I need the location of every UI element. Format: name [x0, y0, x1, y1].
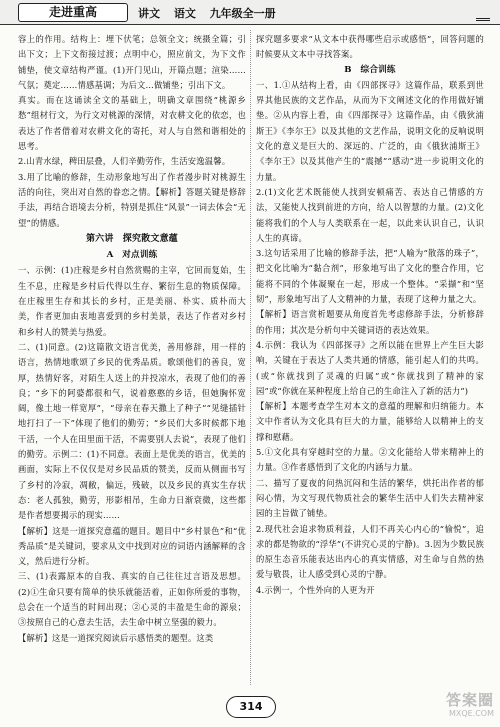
- subsection-title-b: B 综合训练: [344, 64, 396, 75]
- right-paragraph: 【解析】语言赏析题要从角度首先考虑修辞手法，分析修辞的作用；其次是分析句中关键词语的表达效果。: [256, 309, 484, 335]
- left-paragraph: 3.用了比喻的修辞，生动形象地写出了作者漫步时对桃源生活的向往，突出对自然的眷恋之情。【解析】答题关键是修辞手法，再结合语境去分析，特别是抓住“风景”一词去体会“无望”的情感。: [18, 171, 246, 228]
- page-footer: [0, 692, 500, 722]
- left-paragraph: 三、(1)表露原本的自我、真实的自己往往过言语及思想。(2)①生命只要有简单的快乐就能活着，正如你所爱的事物，总会在一个适当的时间出现；②心灵的丰盈是生命的源泉；③按照自己的心意去生活，去生命中树立坚强的毅力。: [18, 571, 246, 628]
- header-label-subject: 语文: [173, 7, 196, 20]
- brand-badge: 走进重高: [18, 3, 128, 22]
- header-decoration: [476, 8, 490, 21]
- right-paragraph: 2.(1)文化艺术既能使人找到安顿痛苦、表达自己情感的方法，又能使人找到前进的方向，给人以智慧的力量。(2)文化能将我们的个人与人类联系在一起，以此来认识自己，认识人生的真谛。: [256, 186, 484, 243]
- right-paragraph: 二、描写了夏夜的问热沉闷和生活的繁华，烘托出作者的郁闷心情，为文写现代物质社会的繁华生活中人们失去精神家园的主旨做了铺垫。: [256, 477, 484, 519]
- right-paragraph: 【解析】本题考查学生对本文的意蕴的理解和归纳能力。本文中作者认为文化具有巨大的力量，能够给人以精神上的支撑和慰藉。: [256, 401, 484, 442]
- right-paragraph: 4.示例一，个性外向的人更为开: [256, 584, 375, 595]
- left-paragraph: 【解析】这是一道探究阅读后示感悟类的题型。这类: [18, 632, 214, 643]
- right-paragraph: 5.①文化具有穿越时空的力量。②文化能给人带来精神上的力量。③作者感悟到了文化的内涵与力量。: [256, 447, 484, 473]
- watermark: [422, 692, 494, 722]
- section-title: 第六讲 探究散文意蕴: [85, 233, 178, 244]
- right-paragraph: 3.这句话采用了比喻的修辞手法，把“人喻为“散落的珠子”，把文化比喻为“黏合剂”，形象地写出了文化的整合作用，它能将不同的个体凝聚在一起，形成一个整体。“采撷”和“坚韧”，形象地写出了人文精神的力量，表现了这种力量之大。: [256, 248, 484, 305]
- left-paragraph: 2.山青水绿，稗田层叠，人们辛勤劳作，生活安逸温馨。: [18, 156, 231, 167]
- right-paragraph: 4.示例：我认为《四部探寻》之所以能在世界上产生巨大影响，关键在于表达了人类共通的情感，能引起人们的共鸣。(或“你就找到了灵魂的归属”或“你就找到了精神的家园”或“你就在某种程度上给自己的生命注入了新的活力”): [256, 339, 484, 396]
- right-paragraph: 2.现代社会追求物质利益，人们不再关心内心的“愉悦”，追求的都是物欲的“浮华”(不讲究心灵的宁静)。3.因为少数民族的原生态音乐能表达出内心的真实情感，对生命与自然的热爱与敬畏，让人感受到心灵的宁静。: [256, 523, 484, 580]
- left-paragraph: 容上的作用。结构上：埋下伏笔；总领全文；统摄全篇；引出下文；上下文衔接过渡；点明中心，照应前文，为下文作铺垫，使文章结构严谨。(1)开门见山，开篇点题；渲染……气氛；奠定……情感基调；为后文…做铺垫；引出下文。: [18, 34, 246, 90]
- left-paragraph: 【解析】这是一道探究意蕴的题目。题目中“乡村景色”和“优秀品质”是关键词，要求从文中找到对应的词语内涵解释的含义，然后进行分析。: [18, 525, 246, 567]
- column-divider: [250, 30, 251, 685]
- header-label-jiangwen: 讲文: [138, 7, 160, 20]
- left-paragraph: 二、(1)同意。(2)这篇散文语言优美，善用修辞，用一样的语言，热情地歌颂了乡民的优秀品质。歌颂他们的善良，宽厚，热情好客，对陌生人送上的并投凉水，表现了他们的善良；“乡下的阿婆都很和气，说着憨憨的乡话，但她胸怀宽阔，像土地一样宽厚”，“母亲在春天撒上了种子”“见缝插针地打扫了一下”体现了他们的勤劳；“乡民们大多时候都下地干活，一个人在田里面干活，不需要别人去说”，表现了他们的勤劳。示例二：(1)不同意。表面上是优美的语言，优美的画面，实际上不仅仅是对乡民品质的赞美，反而从侧面书写了乡村的冷寂，凋敝，偏远，残破，以及乡民的真实生存状态：老人孤独，勤劳，形影相吊，生命力日渐衰微，这些都是作者想要揭示的现实……: [18, 341, 246, 521]
- right-column: [256, 32, 484, 682]
- right-paragraph: 一、1.①从结构上看，由《四部探寻》这篇作品，联系到世界其他民族的文艺作品，从而为下文阐述文化的作用做好铺垫。②从内容上看，由《四部探寻》这篇作品，由《俄狄浦斯王》《李尔王》以及其他的文艺作品，说明文化的反响说明文化的意义是巨大的、深远的、广泛的，由《俄狄浦斯王》《李尔王》以及其他产生的“震撼”“感动”进一步说明文化的力量。: [256, 79, 484, 182]
- header-labels: [138, 5, 286, 21]
- subsection-title-a: A 对点训练: [106, 250, 158, 261]
- right-paragraph: 探究题多要求“从文本中获得哪些启示或感悟”，回答问题的时候要从文本中寻找答案。: [256, 34, 484, 60]
- page-number: 314: [226, 696, 276, 718]
- page-header: [0, 0, 500, 25]
- watermark-logo: 答案圈: [445, 691, 494, 709]
- header-label-grade: 九年级全一册: [209, 7, 276, 20]
- left-column: [18, 32, 246, 682]
- left-paragraph: 一、示例：(1)庄稼是乡村自然赏赐的主宰，它回而复始，生生不息，庄稼是乡村后代得以生存、繁衍生息的物质保障。在庄稼里生存和其长的乡村，正是美丽、朴实、质朴而大美，作者更加由衷地喜爱到的乡村美景，表达了作者对乡村和乡村人的赞美与热爱。: [18, 265, 246, 337]
- left-paragraph: 真实。而在这诵读全文的基础上，明确文章围绕“桃源乡愁”组材行文，为行文对桃源的深情，对农耕文化的依恋，也表达了作者借着对农耕文化的寄托，对人与自然和谐相处的思考。: [18, 95, 246, 152]
- watermark-url: MXQE.COM: [448, 709, 494, 718]
